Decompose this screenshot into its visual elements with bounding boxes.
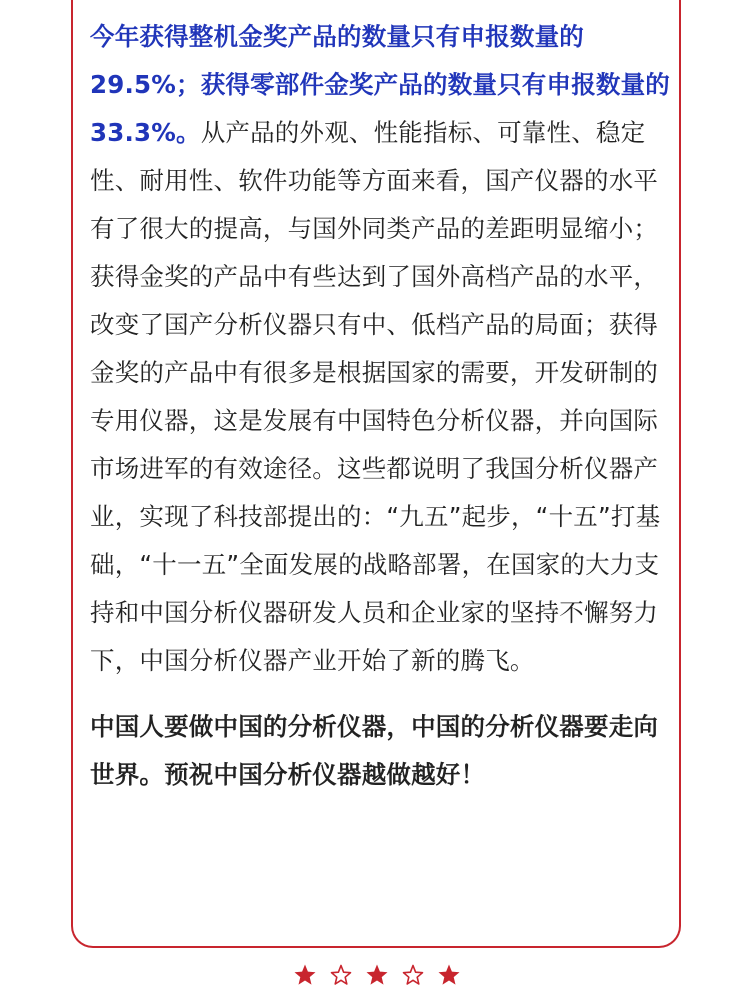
star-outline-icon <box>329 963 353 987</box>
body-text: 从产品的外观、性能指标、可靠性、稳定性、耐用性、软件功能等方面来看，国产仪器的水平有了很大的提高，与国外同类产品的差距明显缩小；获得金奖的产品中有些达到了国外高档产品的水平，改变了国产分析仪器只有中、低档产品的局面；获得金奖的产品中有很多是根据国家的需要，开发研制的专用仪器，这是发展有中国特色分析仪器，并向国际市场进军的有效途径。这些都说明了我国分析仪器产业，实现了科技部提出的：“九五”起步，“十五”打基础，“十一五”全面发展的战略部署，在国家的大力支持和中国分析仪器研发人员和企业家的坚持不懈努力下，中国分析仪器产业开始了新的腾飞。 <box>90 118 661 675</box>
body-paragraph <box>90 13 670 685</box>
star-filled-icon <box>437 963 461 987</box>
star-divider <box>0 963 754 987</box>
highlight-statistics: 今年获得整机金奖产品的数量只有申报数量的29.5%；获得零部件金奖产品的数量只有申报数量的33.3%。 <box>90 22 670 147</box>
closing-paragraph: 中国人要做中国的分析仪器，中国的分析仪器要走向世界。预祝中国分析仪器越做越好！ <box>90 712 659 789</box>
star-filled-icon <box>365 963 389 987</box>
star-filled-icon <box>293 963 317 987</box>
star-outline-icon <box>401 963 425 987</box>
article-text <box>90 13 670 799</box>
